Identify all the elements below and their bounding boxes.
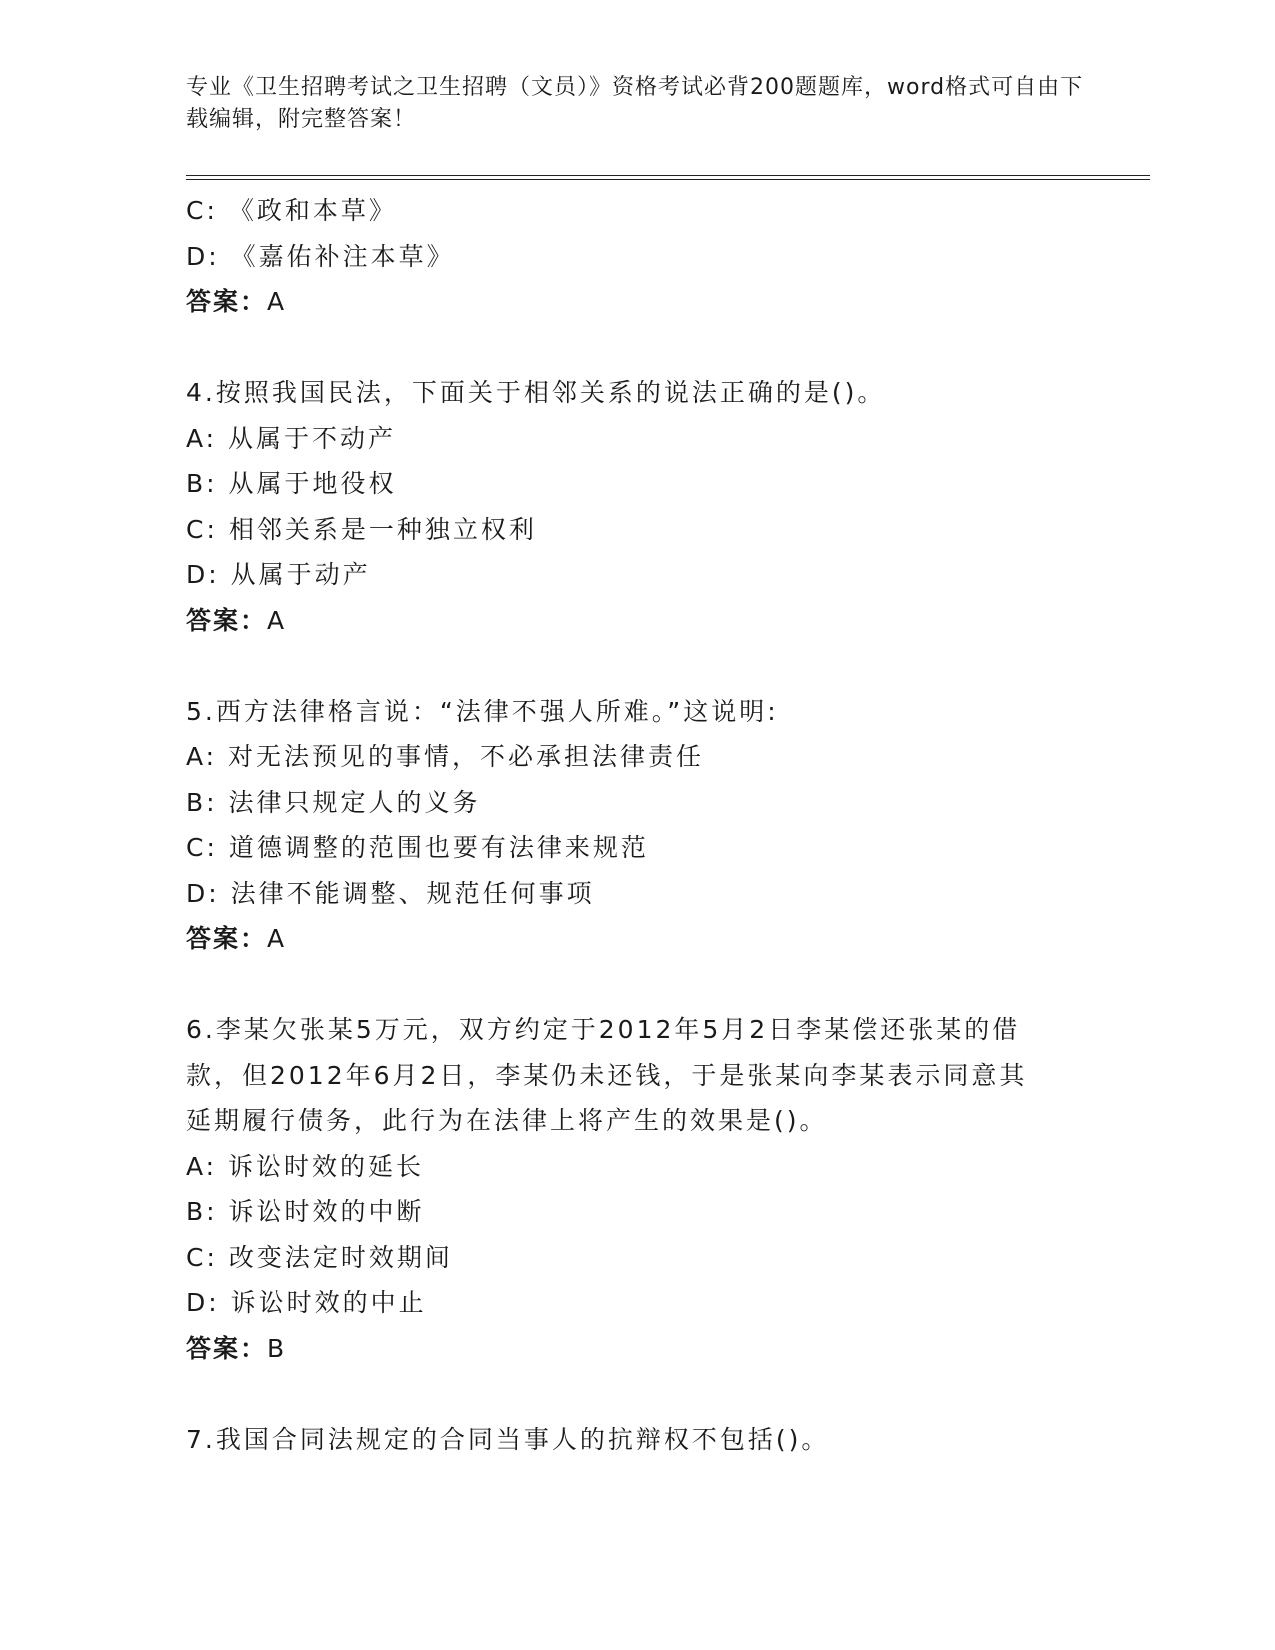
option-d: D: 法律不能调整、规范任何事项 (186, 878, 595, 908)
question-text-line-1: 6.李某欠张某5万元，双方约定于2012年5月2日李某偿还张某的借 (186, 1015, 1021, 1044)
answer-value: A (267, 287, 286, 316)
answer-line (186, 279, 1086, 325)
option-a: A: 诉讼时效的延长 (186, 1151, 425, 1181)
question-block-3 (186, 188, 1086, 325)
spacer (186, 643, 1086, 689)
option-c: C: 相邻关系是一种独立权利 (186, 514, 537, 544)
question-text-line-2: 款，但2012年6月2日，李某仍未还钱，于是张某向李某表示同意其 (186, 1060, 1028, 1090)
option-d: D: 诉讼时效的中止 (186, 1288, 427, 1317)
answer-value: B (267, 1333, 286, 1363)
option-c: C: 改变法定时效期间 (186, 1242, 453, 1272)
question-block-7 (186, 1417, 1086, 1463)
question-block-5 (186, 689, 1086, 962)
answer-label: 答案： (186, 1333, 268, 1363)
spacer (186, 962, 1086, 1008)
question-text: 4.按照我国民法，下面关于相邻关系的说法正确的是()。 (186, 378, 886, 407)
spacer (186, 1371, 1086, 1417)
answer-line (186, 598, 1086, 644)
option-b: B: 法律只规定人的义务 (186, 787, 481, 817)
answer-value: A (267, 605, 286, 635)
option-a: A: 从属于不动产 (186, 423, 397, 453)
answer-line (186, 1326, 1086, 1372)
option-c: C: 道德调整的范围也要有法律来规范 (186, 833, 649, 862)
question-text-line-3: 延期履行债务，此行为在法律上将产生的效果是()。 (186, 1106, 828, 1135)
option-d: D: 《嘉佑补注本草》 (186, 241, 455, 271)
question-text: 7.我国合同法规定的合同当事人的抗辩权不包括()。 (186, 1424, 830, 1454)
question-text: 5.西方法律格言说：“法律不强人所难。”这说明: (186, 696, 779, 726)
option-a: A: 对无法预见的事情，不必承担法律责任 (186, 742, 705, 771)
answer-label: 答案： (186, 287, 268, 316)
answer-label: 答案： (186, 924, 268, 953)
spacer (186, 325, 1086, 371)
page-header: 专业《卫生招聘考试之卫生招聘（文员）》资格考试必背200题题库，word格式可自由下载编辑，附完整答案！ (186, 75, 1084, 132)
option-c: C: 《政和本草》 (186, 196, 397, 225)
option-b: B: 诉讼时效的中断 (186, 1197, 425, 1226)
option-d: D: 从属于动产 (186, 560, 371, 589)
question-block-4 (186, 370, 1086, 643)
answer-value: A (267, 924, 286, 953)
answer-label: 答案： (186, 605, 268, 635)
question-block-6 (186, 1007, 1086, 1371)
question-list (186, 188, 1086, 1462)
header-divider (186, 175, 1150, 180)
answer-line (186, 916, 1086, 962)
option-b: B: 从属于地役权 (186, 469, 397, 498)
